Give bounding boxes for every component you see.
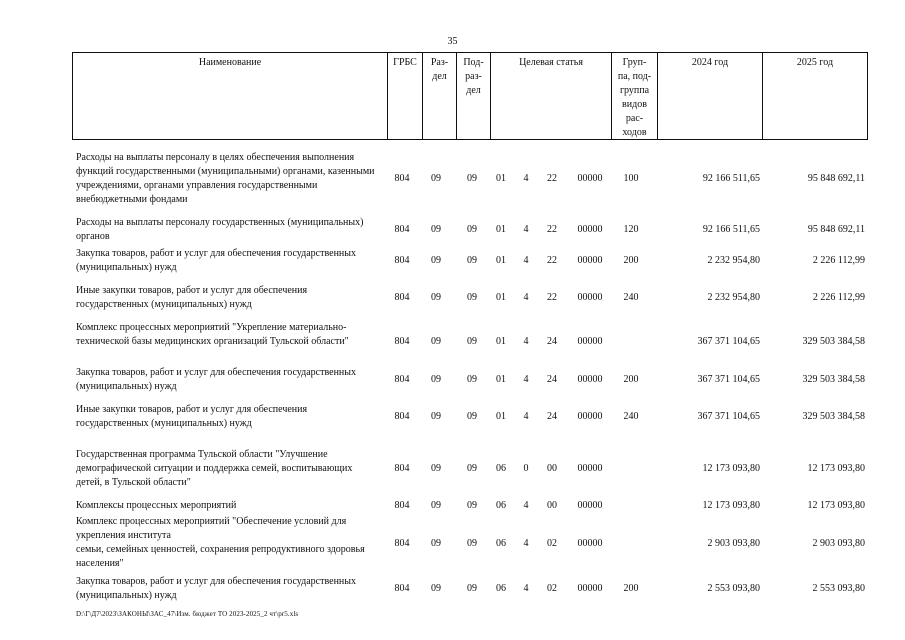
row-target-part-3: 22 — [547, 224, 557, 235]
row-razdel: 09 — [431, 583, 441, 594]
row-amount-2025: 2 226 112,99 — [812, 292, 865, 303]
row-razdel: 09 — [431, 255, 441, 266]
row-amount-2025: 329 503 384,58 — [802, 411, 865, 422]
row-target-part-4: 00000 — [577, 336, 603, 347]
row-name: Иные закупки товаров, работ и услуг для обеспечения государственных (муниципальных) нужд — [76, 404, 308, 429]
row-target-part-3: 02 — [547, 538, 557, 549]
row-grbs: 804 — [394, 224, 410, 235]
row-amount-2025: 329 503 384,58 — [802, 336, 865, 347]
row-target-part-4: 00000 — [577, 374, 603, 385]
row-razdel: 09 — [431, 224, 441, 235]
row-grbs: 804 — [394, 374, 410, 385]
row-podrazdel: 09 — [467, 292, 477, 303]
row-target-part-4: 00000 — [577, 538, 603, 549]
header-target: Целевая статья — [490, 53, 611, 139]
row-name: Расходы на выплаты персоналу государственных (муниципальных) органов — [76, 217, 364, 242]
row-name: Комплекс процессных мероприятий "Обеспечение условий для укрепления института семьи, семейных ценностей, сохранения репродуктивного здоровья населения" — [76, 516, 365, 569]
row-amount-2024: 367 371 104,65 — [697, 411, 760, 422]
row-amount-2025: 329 503 384,58 — [802, 374, 865, 385]
row-target-part-4: 00000 — [577, 583, 603, 594]
row-podrazdel: 09 — [467, 173, 477, 184]
row-razdel: 09 — [431, 538, 441, 549]
row-target-part-1: 01 — [496, 224, 506, 235]
row-target-part-3: 00 — [547, 500, 557, 511]
header-podrazdel: Под- раз- дел — [456, 53, 490, 139]
row-target-part-2: 4 — [523, 500, 529, 511]
row-podrazdel: 09 — [467, 583, 477, 594]
row-target-part-1: 01 — [496, 255, 506, 266]
row-target-part-3: 24 — [547, 411, 557, 422]
header-2025: 2025 год — [762, 53, 867, 139]
row-name: Закупка товаров, работ и услуг для обеспечения государственных (муниципальных) нужд — [76, 248, 357, 273]
row-group: 120 — [623, 224, 639, 235]
row-target-part-2: 4 — [523, 538, 529, 549]
row-name: Расходы на выплаты персоналу в целях обеспечения выполнения функций государственными (муниципальными) органами, казенными учреждениями, органами управления государственными внебюджетными фондами — [76, 152, 375, 205]
row-grbs: 804 — [394, 173, 410, 184]
row-podrazdel: 09 — [467, 336, 477, 347]
row-target-part-1: 01 — [496, 411, 506, 422]
row-grbs: 804 — [394, 336, 410, 347]
row-target-part-1: 06 — [496, 500, 506, 511]
row-amount-2024: 2 232 954,80 — [707, 255, 760, 266]
page-number: 35 — [447, 36, 458, 47]
row-podrazdel: 09 — [467, 538, 477, 549]
row-target-part-2: 4 — [523, 411, 529, 422]
row-name: Комплекс процессных мероприятий "Укрепление материально-технической базы медицинских организаций Тульской области" — [76, 322, 349, 347]
row-grbs: 804 — [394, 292, 410, 303]
row-target-part-4: 00000 — [577, 292, 603, 303]
row-grbs: 804 — [394, 500, 410, 511]
row-amount-2024: 12 173 093,80 — [702, 500, 760, 511]
footer-file-path: D:\Г\Д7\2023\ЗАКОНЫ\ЗАС_47\Изм. бюджет ТО 2023-2025_2 чт\pr5.xls — [76, 610, 299, 618]
row-grbs: 804 — [394, 411, 410, 422]
row-target-part-4: 00000 — [577, 411, 603, 422]
row-target-part-1: 01 — [496, 173, 506, 184]
row-razdel: 09 — [431, 336, 441, 347]
row-target-part-3: 22 — [547, 255, 557, 266]
row-amount-2025: 2 226 112,99 — [812, 255, 865, 266]
row-group: 200 — [623, 374, 639, 385]
row-razdel: 09 — [431, 500, 441, 511]
row-target-part-2: 4 — [523, 255, 529, 266]
row-target-part-1: 01 — [496, 374, 506, 385]
row-target-part-1: 06 — [496, 463, 506, 474]
row-razdel: 09 — [431, 374, 441, 385]
row-name: Государственная программа Тульской области "Улучшение демографической ситуации и поддержка семей, воспитывающих детей, в Тульской области" — [76, 449, 353, 488]
row-amount-2024: 12 173 093,80 — [702, 463, 760, 474]
row-target-part-1: 01 — [496, 292, 506, 303]
header-2024: 2024 год — [657, 53, 762, 139]
row-grbs: 804 — [394, 538, 410, 549]
row-podrazdel: 09 — [467, 411, 477, 422]
row-amount-2024: 2 553 093,80 — [707, 583, 760, 594]
row-podrazdel: 09 — [467, 374, 477, 385]
row-group: 240 — [623, 411, 639, 422]
row-target-part-1: 01 — [496, 336, 506, 347]
row-grbs: 804 — [394, 583, 410, 594]
row-amount-2025: 2 903 093,80 — [812, 538, 865, 549]
row-target-part-3: 22 — [547, 173, 557, 184]
row-target-part-1: 06 — [496, 538, 506, 549]
row-amount-2025: 95 848 692,11 — [807, 224, 865, 235]
row-name: Закупка товаров, работ и услуг для обеспечения государственных (муниципальных) нужд — [76, 576, 357, 601]
row-group: 200 — [623, 583, 639, 594]
row-target-part-2: 4 — [523, 583, 529, 594]
row-razdel: 09 — [431, 463, 441, 474]
row-name: Комплексы процессных мероприятий — [76, 500, 237, 511]
row-amount-2024: 92 166 511,65 — [702, 173, 760, 184]
row-podrazdel: 09 — [467, 500, 477, 511]
row-podrazdel: 09 — [467, 255, 477, 266]
row-name: Иные закупки товаров, работ и услуг для обеспечения государственных (муниципальных) нужд — [76, 285, 308, 310]
row-target-part-4: 00000 — [577, 500, 603, 511]
row-amount-2024: 367 371 104,65 — [697, 374, 760, 385]
row-amount-2024: 367 371 104,65 — [697, 336, 760, 347]
row-amount-2025: 2 553 093,80 — [812, 583, 865, 594]
row-target-part-4: 00000 — [577, 173, 603, 184]
row-amount-2024: 2 903 093,80 — [707, 538, 760, 549]
header-grbs: ГРБС — [387, 53, 422, 139]
row-target-part-3: 00 — [547, 463, 557, 474]
row-razdel: 09 — [431, 292, 441, 303]
row-target-part-2: 4 — [523, 336, 529, 347]
row-amount-2025: 12 173 093,80 — [807, 463, 865, 474]
row-amount-2024: 92 166 511,65 — [702, 224, 760, 235]
row-podrazdel: 09 — [467, 224, 477, 235]
row-grbs: 804 — [394, 255, 410, 266]
row-target-part-2: 4 — [523, 224, 529, 235]
row-group: 200 — [623, 255, 639, 266]
row-amount-2025: 12 173 093,80 — [807, 500, 865, 511]
row-target-part-3: 24 — [547, 374, 557, 385]
row-target-part-4: 00000 — [577, 255, 603, 266]
row-group: 100 — [623, 173, 639, 184]
row-grbs: 804 — [394, 463, 410, 474]
row-target-part-2: 0 — [523, 463, 529, 474]
row-target-part-2: 4 — [523, 292, 529, 303]
row-razdel: 09 — [431, 411, 441, 422]
row-amount-2024: 2 232 954,80 — [707, 292, 760, 303]
header-name: Наименование — [198, 57, 262, 68]
row-target-part-1: 06 — [496, 583, 506, 594]
row-target-part-3: 24 — [547, 336, 557, 347]
row-amount-2025: 95 848 692,11 — [807, 173, 865, 184]
row-target-part-3: 22 — [547, 292, 557, 303]
row-target-part-4: 00000 — [577, 224, 603, 235]
row-podrazdel: 09 — [467, 463, 477, 474]
header-razdel: Раз- дел — [422, 53, 456, 139]
header-group: Груп- па, под- группа видов рас- ходов — [611, 53, 657, 139]
row-name: Закупка товаров, работ и услуг для обеспечения государственных (муниципальных) нужд — [76, 367, 357, 392]
row-target-part-2: 4 — [523, 173, 529, 184]
row-target-part-3: 02 — [547, 583, 557, 594]
row-group: 240 — [623, 292, 639, 303]
row-target-part-2: 4 — [523, 374, 529, 385]
row-razdel: 09 — [431, 173, 441, 184]
row-target-part-4: 00000 — [577, 463, 603, 474]
